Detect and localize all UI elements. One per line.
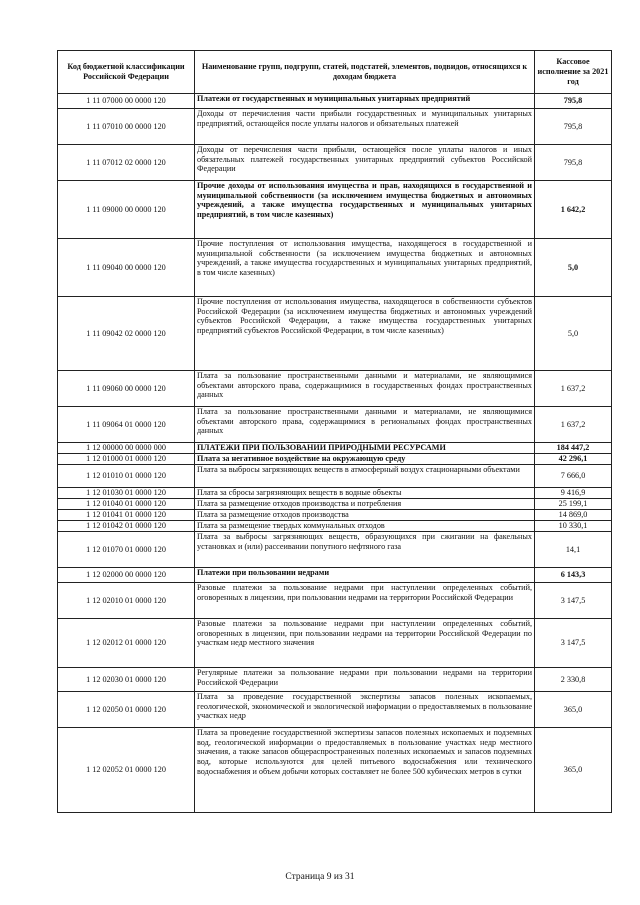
row-name: Прочие поступления от использования имущества, находящегося в государственной и муниципальной собственности (за исключением имущества бюджетных и автономных учреждений, а также имущества государственных и муниципальных унитарных предприятий, в том числе казенных) [195,239,535,297]
row-code: 1 11 07012 02 0000 120 [58,145,195,181]
row-name: Доходы от перечисления части прибыли государственных и муниципальных унитарных предприятий, остающейся после уплаты налогов и обязательных платежей [195,109,535,145]
row-name: Плата за размещение отходов производства и потребления [195,499,535,510]
header-amount: Кассовое исполнение за 2021 год [535,51,612,94]
row-code: 1 12 01030 01 0000 120 [58,488,195,499]
header-name: Наименование групп, подгрупп, статей, подстатей, элементов, подвидов, относящихся к доходам бюджета [195,51,535,94]
row-code: 1 12 02050 01 0000 120 [58,692,195,728]
row-code: 1 11 09042 02 0000 120 [58,297,195,371]
row-name: Плата за пользование пространственными данными и материалами, не являющимися объектами авторского права, содержащимися в государственных фондах пространственных данных [195,371,535,407]
table-header-row [58,51,612,94]
row-name: Плата за размещение твердых коммунальных отходов [195,521,535,532]
table-row [58,568,612,583]
row-name: Разовые платежи за пользование недрами при наступлении определенных событий, оговоренных в лицензии, при пользовании недрами на территории Российской Федерации по участкам недр местного значения [195,619,535,668]
table-row [58,692,612,728]
row-name: ПЛАТЕЖИ ПРИ ПОЛЬЗОВАНИИ ПРИРОДНЫМИ РЕСУРСАМИ [195,443,535,454]
row-amount: 184 447,2 [535,443,612,454]
table-row [58,239,612,297]
row-name: Плата за выбросы загрязняющих веществ в атмосферный воздух стационарными объектами [195,465,535,488]
row-code: 1 11 07000 00 0000 120 [58,94,195,109]
row-amount: 795,8 [535,94,612,109]
row-name: Платежи от государственных и муниципальных унитарных предприятий [195,94,535,109]
row-amount: 9 416,9 [535,488,612,499]
row-name: Плата за размещение отходов производства [195,510,535,521]
row-code: 1 12 00000 00 0000 000 [58,443,195,454]
row-amount: 1 637,2 [535,371,612,407]
table-row [58,297,612,371]
row-code: 1 12 02030 01 0000 120 [58,668,195,692]
row-code: 1 12 02000 00 0000 120 [58,568,195,583]
row-amount: 7 666,0 [535,465,612,488]
row-code: 1 11 09000 00 0000 120 [58,181,195,239]
row-name: Прочие поступления от использования имущества, находящегося в собственности субъектов Российской Федерации (за исключением имущества бюджетных и автономных учреждений субъектов Российской Федерации, а также имущества государственных унитарных предприятий субъектов Российской Федерации, в том числе казенных) [195,297,535,371]
row-amount: 14 869,0 [535,510,612,521]
table-row [58,145,612,181]
table-row [58,510,612,521]
page-number: Страница 9 из 31 [285,872,355,882]
table-row [58,521,612,532]
row-amount: 10 330,1 [535,521,612,532]
budget-revenue-table [57,50,612,813]
row-name: Плата за проведение государственной экспертизы запасов полезных ископаемых, геологической, экономической и экологической информации о предоставляемых в пользование участках недр [195,692,535,728]
row-amount: 2 330,8 [535,668,612,692]
table-row [58,583,612,619]
table-row [58,532,612,568]
row-amount: 365,0 [535,692,612,728]
table-row [58,668,612,692]
row-name: Плата за пользование пространственными данными и материалами, не являющимися объектами авторского права, содержащимися в региональных фондах пространственных данных [195,407,535,443]
row-amount: 795,8 [535,145,612,181]
row-name: Плата за проведение государственной экспертизы запасов полезных ископаемых и подземных вод, геологической информации о предоставляемых в пользование участках недр местного значения, а также запасов общераспространенных полезных ископаемых и запасов подземных вод, которые используются для целей питьевого водоснабжения или технического водоснабжения и объем добычи которых составляет не более 500 кубических метров в сутки [195,728,535,813]
row-code: 1 12 02052 01 0000 120 [58,728,195,813]
budget-revenue-table-sheet [57,50,611,813]
table-row [58,728,612,813]
row-name: Регулярные платежи за пользование недрами при пользовании недрами на территории Российской Федерации [195,668,535,692]
table-row [58,443,612,454]
row-amount: 1 637,2 [535,407,612,443]
row-amount: 5,0 [535,239,612,297]
row-amount: 3 147,5 [535,583,612,619]
row-amount: 795,8 [535,109,612,145]
table-row [58,94,612,109]
header-code: Код бюджетной классификации Российской Федерации [58,51,195,94]
row-name: Платежи при пользовании недрами [195,568,535,583]
row-code: 1 12 02010 01 0000 120 [58,583,195,619]
row-amount: 3 147,5 [535,619,612,668]
row-name: Плата за негативное воздействие на окружающую среду [195,454,535,465]
row-amount: 1 642,2 [535,181,612,239]
row-name: Доходы от перечисления части прибыли, остающейся после уплаты налогов и иных обязательных платежей государственных унитарных предприятий субъектов Российской Федерации [195,145,535,181]
table-row [58,371,612,407]
row-code: 1 11 09060 00 0000 120 [58,371,195,407]
row-name: Плата за выбросы загрязняющих веществ, образующихся при сжигании на факельных установках и (или) рассеивании попутного нефтяного газа [195,532,535,568]
row-code: 1 12 01041 01 0000 120 [58,510,195,521]
row-amount: 42 296,1 [535,454,612,465]
row-name: Плата за сбросы загрязняющих веществ в водные объекты [195,488,535,499]
row-amount: 365,0 [535,728,612,813]
row-code: 1 11 09040 00 0000 120 [58,239,195,297]
table-row [58,454,612,465]
row-code: 1 12 01010 01 0000 120 [58,465,195,488]
row-code: 1 12 01000 01 0000 120 [58,454,195,465]
row-name: Прочие доходы от использования имущества и прав, находящихся в государственной и муниципальной собственности (за исключением имущества бюджетных и автономных учреждений, а также имущества государственных и муниципальных унитарных предприятий, в том числе казенных) [195,181,535,239]
table-row [58,619,612,668]
row-amount: 25 199,1 [535,499,612,510]
row-name: Разовые платежи за пользование недрами при наступлении определенных событий, оговоренных в лицензии, при пользовании недрами на территории Российской Федерации [195,583,535,619]
table-row [58,499,612,510]
row-code: 1 11 07010 00 0000 120 [58,109,195,145]
table-row [58,109,612,145]
row-code: 1 12 01070 01 0000 120 [58,532,195,568]
row-amount: 6 143,3 [535,568,612,583]
table-body [58,94,612,813]
row-code: 1 12 01042 01 0000 120 [58,521,195,532]
table-row [58,181,612,239]
row-code: 1 11 09064 01 0000 120 [58,407,195,443]
row-code: 1 12 02012 01 0000 120 [58,619,195,668]
table-row [58,407,612,443]
table-row [58,488,612,499]
table-row [58,465,612,488]
row-amount: 5,0 [535,297,612,371]
row-amount: 14,1 [535,532,612,568]
row-code: 1 12 01040 01 0000 120 [58,499,195,510]
